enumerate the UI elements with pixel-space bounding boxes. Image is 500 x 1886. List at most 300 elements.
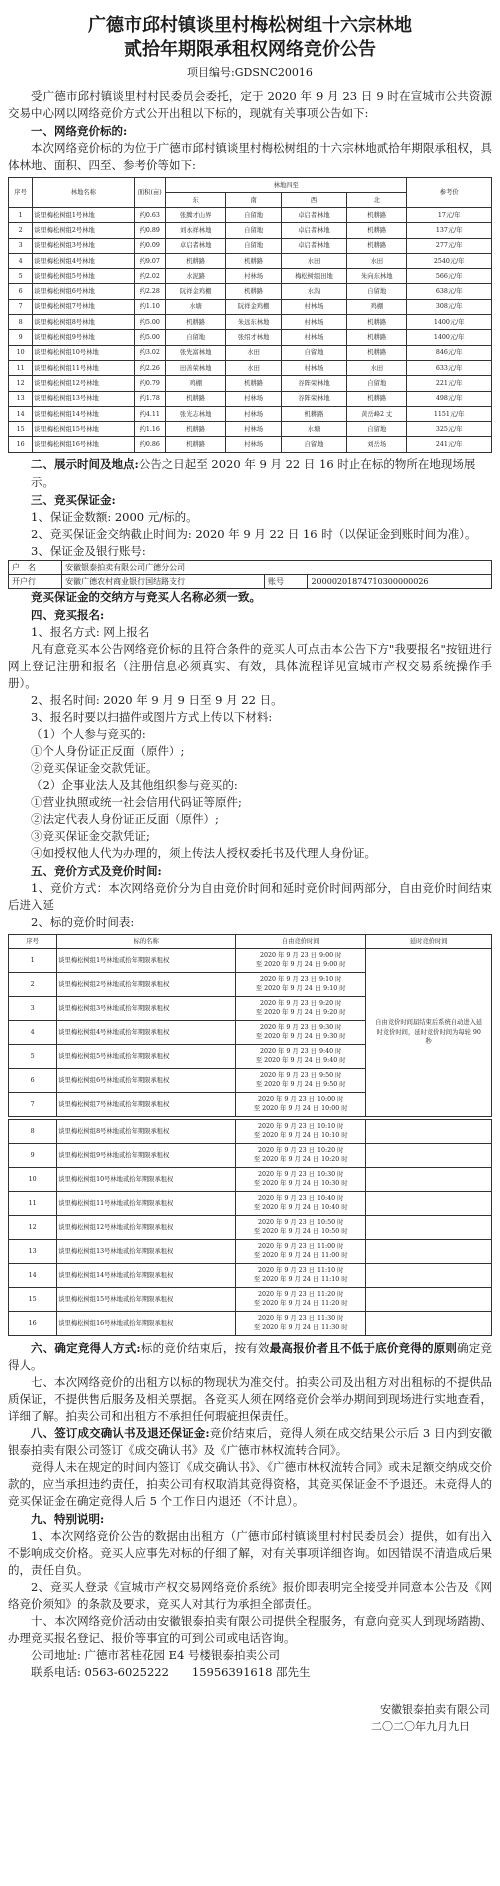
company-item-4: ④如授权他人代为办理的，须上传法人授权委托书及代理人身份证。 <box>31 845 376 860</box>
schedule-no: 10 <box>9 1167 57 1191</box>
schedule-no: 2 <box>9 972 57 996</box>
table-cell: 水田 <box>226 360 282 375</box>
schedule-no: 9 <box>9 1143 57 1167</box>
time-start: 2020 年 9 月 23 日 10:40 时 <box>258 1194 344 1202</box>
section-2 <box>8 455 492 491</box>
table-cell: 自留地 <box>347 376 407 391</box>
table-cell: 7 <box>9 299 33 314</box>
schedule-delay-empty <box>366 1119 492 1143</box>
header-south: 南 <box>226 193 282 208</box>
table-cell: 张光志林地 <box>165 406 225 421</box>
schedule-delay-empty <box>366 1143 492 1167</box>
schedule-header-delay: 延时竞价时间 <box>366 934 492 948</box>
account-number-label: 账号 <box>264 574 307 588</box>
table-cell: 4 <box>9 253 33 268</box>
table-cell: 约2.26 <box>134 360 165 375</box>
schedule-no: 6 <box>9 1068 57 1092</box>
schedule-name: 谈里梅松树组14号林地贰拾年期限承租权 <box>57 1263 236 1287</box>
schedule-free-time <box>236 1044 366 1068</box>
company-address: 公司地址: 广德市茗桂花园 E4 号楼银泰拍卖公司 <box>31 1647 281 1662</box>
title-line-2: 贰拾年期限承租权网络竞价公告 <box>124 39 376 60</box>
table-row <box>9 376 492 391</box>
forest-table-header <box>9 178 492 193</box>
table-cell: 16 <box>9 437 33 452</box>
time-start: 2020 年 9 月 23 日 9:30 时 <box>260 1023 342 1031</box>
table-cell: 3 <box>9 238 33 253</box>
time-end: 至 2020 年 9 月 24 日 11:00 时 <box>253 1252 348 1260</box>
time-start: 2020 年 9 月 23 日 9:50 时 <box>260 1071 342 1079</box>
signup-materials: 3、报名时要以扫描件或图片方式上传以下材料: <box>31 709 273 724</box>
company-phone: 联系电话: 0563-6025222 15956391618 邵先生 <box>31 1664 311 1679</box>
company-item-3: ③竞买保证金交款凭证; <box>31 828 150 843</box>
signup-method: 1、报名方式: 网上报名 <box>31 624 150 639</box>
table-cell: 谈里梅松树组12号林地 <box>33 376 134 391</box>
schedule-free-time <box>236 1239 366 1263</box>
table-cell: 黄岳峰2 丈 <box>347 406 407 421</box>
time-start: 2020 年 9 月 23 日 11:10 时 <box>258 1266 344 1274</box>
time-end: 至 2020 年 9 月 24 日 11:30 时 <box>253 1324 348 1332</box>
project-number: 项目编号:GDSNC20016 <box>187 66 313 79</box>
schedule-delay-empty <box>366 1263 492 1287</box>
schedule-free-time <box>236 1020 366 1044</box>
company-item-1: ①营业执照或统一社会信用代码证等原件; <box>31 794 242 809</box>
table-cell: 325元/年 <box>407 422 492 437</box>
table-cell: 241元/年 <box>407 437 492 452</box>
schedule-label: 2、标的竞价时间表: <box>31 914 135 929</box>
table-cell: 机耕路 <box>165 253 225 268</box>
table-cell: 约1.16 <box>134 422 165 437</box>
table-cell: 水田 <box>281 253 346 268</box>
time-start: 2020 年 9 月 23 日 10:00 时 <box>258 1095 344 1103</box>
table-row <box>9 391 492 406</box>
time-start: 2020 年 9 月 23 日 10:50 时 <box>258 1218 344 1226</box>
time-end: 至 2020 年 9 月 24 日 9:40 时 <box>255 1057 346 1065</box>
header-west: 西 <box>281 193 346 208</box>
table-cell: 谈里梅松树组4号林地 <box>33 253 134 268</box>
schedule-free-time <box>236 1215 366 1239</box>
table-cell: 田善荣林地 <box>165 360 225 375</box>
table-cell: 谈里梅松树组11号林地 <box>33 360 134 375</box>
schedule-no: 13 <box>9 1239 57 1263</box>
header-boundary: 林地四至 <box>165 178 406 193</box>
section-2-heading: 二、展示时间及地点: <box>31 456 139 471</box>
bank-row-name <box>9 560 492 574</box>
section-10-text: 十、本次网络竞价活动由安徽银泰拍卖有限公司提供全程服务，有意向竞买人到现场踏勘、办理竞买报名登记、报价等事宜的可到公司或电话咨询。 <box>8 1613 492 1645</box>
table-cell: 卓启者林地 <box>281 208 346 223</box>
bidding-method: 1、竞价方式：本次网络竞价分为自由竞价时间和延时竞价时间两部分，自由竞价时间结束后进入延 <box>8 880 492 912</box>
section-3-heading: 三、竞买保证金: <box>31 492 116 507</box>
bank-branch-value: 安徽广德农村商业银行国结路支行 <box>62 574 265 588</box>
section-8-text-1: 竞价结束后，竞得人须在成交结果公示后 3 日内到安徽银泰拍卖有限公司签订《成交确认书》及《广德市林权流转合同》。 <box>8 1425 493 1457</box>
time-end: 至 2020 年 9 月 24 日 9:00 时 <box>255 961 346 969</box>
schedule-delay-empty <box>366 1215 492 1239</box>
table-cell: 张先富林地 <box>165 345 225 360</box>
table-cell: 846元/年 <box>407 345 492 360</box>
schedule-row <box>9 1119 492 1143</box>
table-cell: 村林场 <box>226 269 282 284</box>
table-row <box>9 284 492 299</box>
table-cell: 水塘 <box>281 422 346 437</box>
table-cell: 村林场 <box>281 299 346 314</box>
signup-instructions: 凡有意竞买本公告网络竞价标的且符合条件的竞买人可点击本公告下方"我要报名"按钮进行网上登记注册和报名（注册信息必须真实、有效，具体流程详见宣城市产权交易系统操作手册）。 <box>8 641 492 690</box>
table-cell: 约9.07 <box>134 253 165 268</box>
table-cell: 633元/年 <box>407 360 492 375</box>
section-2-text: 公告之日起至 2020 年 9 月 22 日 16 时止在标的物所在地现场展示。 <box>31 456 476 489</box>
deposit-amount: 1、保证金数额: 2000 元/标的。 <box>31 509 198 524</box>
signature-date: 二〇二〇年九月九日 <box>371 1719 470 1733</box>
table-row <box>9 330 492 345</box>
schedule-row <box>9 1263 492 1287</box>
time-end: 至 2020 年 9 月 24 日 9:20 时 <box>255 1009 346 1017</box>
table-cell: 水田 <box>226 345 282 360</box>
table-cell: 谷阵荣林地 <box>281 391 346 406</box>
schedule-name: 谈里梅松树组15号林地贰拾年期限承租权 <box>57 1287 236 1311</box>
bidding-schedule-table <box>8 934 492 1336</box>
table-cell: 刘岳场 <box>347 437 407 452</box>
schedule-delay-empty <box>366 1311 492 1335</box>
table-row <box>9 360 492 375</box>
schedule-no: 5 <box>9 1044 57 1068</box>
table-cell: 村林场 <box>226 406 282 421</box>
table-cell: 11 <box>9 360 33 375</box>
schedule-free-time <box>236 1143 366 1167</box>
header-area: 面积(亩) <box>134 178 165 208</box>
announcement-document <box>8 0 492 1735</box>
table-cell: 221元/年 <box>407 376 492 391</box>
schedule-no: 8 <box>9 1119 57 1143</box>
time-end: 至 2020 年 9 月 24 日 11:10 时 <box>253 1276 348 1284</box>
company-item-2: ②法定代表人身份证正反面（原件）; <box>31 811 219 826</box>
table-cell: 308元/年 <box>407 299 492 314</box>
table-cell: 8 <box>9 315 33 330</box>
schedule-name: 谈里梅松树组7号林地贰拾年期限承租权 <box>57 1092 236 1116</box>
table-cell: 村林场 <box>281 315 346 330</box>
schedule-name: 谈里梅松树组2号林地贰拾年期限承租权 <box>57 972 236 996</box>
table-cell: 机耕路 <box>347 315 407 330</box>
schedule-no: 4 <box>9 1020 57 1044</box>
table-cell: 自留地 <box>165 330 225 345</box>
title-line-1: 广德市邱村镇谈里村梅松树组十六宗林地 <box>88 15 412 36</box>
table-cell: 机耕路 <box>347 238 407 253</box>
table-cell: 朱向东林地 <box>347 269 407 284</box>
schedule-no: 7 <box>9 1092 57 1116</box>
schedule-name: 谈里梅松树组13号林地贰拾年期限承租权 <box>57 1239 236 1263</box>
table-cell: 谈里梅松树组6号林地 <box>33 284 134 299</box>
table-cell: 638元/年 <box>407 284 492 299</box>
time-end: 至 2020 年 9 月 24 日 10:10 时 <box>253 1132 348 1140</box>
table-cell: 自留地 <box>347 284 407 299</box>
bank-branch-label: 开户行 <box>9 574 62 588</box>
table-cell: 1151元/年 <box>407 406 492 421</box>
section-6-text-3: 确定竞得人。 <box>8 1340 493 1372</box>
table-cell: 自留地 <box>226 238 282 253</box>
section-1-text: 本次网络竞价标的为位于广德市邱村镇谈里村梅松树组的十六宗林地贰拾年期限承租权，具体林地、面积、四至、参考价等如下: <box>8 141 492 172</box>
time-start: 2020 年 9 月 23 日 10:10 时 <box>258 1122 344 1130</box>
table-cell: 机耕路 <box>347 330 407 345</box>
table-cell: 约0.09 <box>134 238 165 253</box>
table-cell: 自留地 <box>281 345 346 360</box>
table-cell: 约0.63 <box>134 208 165 223</box>
table-row <box>9 238 492 253</box>
section-7-text: 七、本次网络竞价的出租方以标的物现状为准交付。拍卖公司及出租方对出租标的不提供品质保证，不提供售后服务及相关票据。各竞买人须在网络竞价会举办期间到现场进行实地查看，详细了解。拍卖公司和出租方不承担任何瑕疵担保责任。 <box>8 1374 492 1423</box>
schedule-delay-empty <box>366 1287 492 1311</box>
table-cell: 鸡棚 <box>165 376 225 391</box>
table-row <box>9 208 492 223</box>
table-cell: 水塘 <box>165 299 225 314</box>
table-cell: 刘永祥林地 <box>165 223 225 238</box>
table-cell: 谈里梅松树组5号林地 <box>33 269 134 284</box>
schedule-row <box>9 1215 492 1239</box>
table-cell: 鸡棚 <box>347 299 407 314</box>
signature-company: 安徽银泰拍卖有限公司 <box>380 1702 490 1716</box>
table-row <box>9 223 492 238</box>
table-cell: 10 <box>9 345 33 360</box>
time-end: 至 2020 年 9 月 24 日 9:50 时 <box>255 1081 346 1089</box>
schedule-row <box>9 1143 492 1167</box>
time-end: 至 2020 年 9 月 24 日 10:40 时 <box>253 1204 348 1212</box>
time-start: 2020 年 9 月 23 日 9:40 时 <box>260 1047 342 1055</box>
schedule-no: 14 <box>9 1263 57 1287</box>
header-north: 北 <box>347 193 407 208</box>
schedule-no: 12 <box>9 1215 57 1239</box>
time-start: 2020 年 9 月 23 日 9:10 时 <box>260 975 342 983</box>
section-8-heading: 八、签订成交确认书及退还保证金: <box>31 1425 210 1440</box>
table-cell: 约3.02 <box>134 345 165 360</box>
table-cell: 张腾才山界 <box>165 208 225 223</box>
table-cell: 机耕路 <box>165 391 225 406</box>
table-cell: 498元/年 <box>407 391 492 406</box>
schedule-free-time <box>236 1167 366 1191</box>
forest-land-table <box>8 177 492 453</box>
table-cell: 水田 <box>347 253 407 268</box>
schedule-free-time <box>236 996 366 1020</box>
table-cell: 12 <box>9 376 33 391</box>
time-end: 至 2020 年 9 月 24 日 10:00 时 <box>253 1105 348 1113</box>
time-start: 2020 年 9 月 23 日 10:30 时 <box>258 1170 344 1178</box>
table-cell: 机耕路 <box>226 253 282 268</box>
schedule-free-time <box>236 1311 366 1335</box>
table-cell: 阮祥金鸡棚 <box>165 284 225 299</box>
table-cell: 约2.28 <box>134 284 165 299</box>
table-cell: 朱远东林地 <box>226 315 282 330</box>
table-cell: 约5.00 <box>134 315 165 330</box>
time-end: 至 2020 年 9 月 24 日 10:50 时 <box>253 1228 348 1236</box>
table-cell: 村林场 <box>226 437 282 452</box>
table-cell: 约1.10 <box>134 299 165 314</box>
section-6 <box>8 1340 492 1374</box>
table-row <box>9 253 492 268</box>
section-9-heading: 九、特别说明: <box>31 1511 105 1526</box>
schedule-name: 谈里梅松树组6号林地贰拾年期限承租权 <box>57 1068 236 1092</box>
table-cell: 谈里梅松树组3号林地 <box>33 238 134 253</box>
table-cell: 机耕路 <box>347 223 407 238</box>
table-cell: 137元/年 <box>407 223 492 238</box>
section-8 <box>8 1425 492 1459</box>
table-cell: 谈里梅松树组10号林地 <box>33 345 134 360</box>
time-start: 2020 年 9 月 23 日 11:30 时 <box>258 1314 344 1322</box>
table-cell: 谈里梅松树组13号林地 <box>33 391 134 406</box>
time-end: 至 2020 年 9 月 24 日 10:20 时 <box>253 1156 348 1164</box>
table-cell: 机耕路 <box>347 391 407 406</box>
table-cell: 梅松树组田地 <box>281 269 346 284</box>
company-heading: （2）企事业法人及其他组织参与竞买的: <box>31 777 238 792</box>
bank-account-table <box>8 560 492 589</box>
table-cell: 机耕路 <box>165 315 225 330</box>
schedule-delay-empty <box>366 1239 492 1263</box>
schedule-free-time <box>236 1191 366 1215</box>
schedule-delay-note: 自由竞价时间届结束后系统自动进入延时竞价时间，延时竞价时间为每轮 90 秒 <box>366 948 492 1116</box>
table-cell: 约4.11 <box>134 406 165 421</box>
table-cell: 村林场 <box>226 391 282 406</box>
table-cell: 谈里梅松树组15号林地 <box>33 422 134 437</box>
schedule-row <box>9 1287 492 1311</box>
table-cell: 9 <box>9 330 33 345</box>
schedule-header-free: 自由竞价时间 <box>236 934 366 948</box>
table-row <box>9 315 492 330</box>
table-row <box>9 406 492 421</box>
table-cell: 约0.79 <box>134 376 165 391</box>
time-end: 至 2020 年 9 月 24 日 11:20 时 <box>253 1300 348 1308</box>
table-cell: 机耕路 <box>347 345 407 360</box>
time-start: 2020 年 9 月 23 日 9:00 时 <box>260 951 342 959</box>
table-cell: 约2.02 <box>134 269 165 284</box>
schedule-row <box>9 1311 492 1335</box>
signup-time: 2、报名时间: 2020 年 9 月 9 日至 9 月 22 日。 <box>31 692 283 707</box>
table-cell: 277元/年 <box>407 238 492 253</box>
special-note-1: 1、本次网络竞价公告的数据由出租方（广德市邱村镇谈里村村民委员会）提供，如有出入不影响成交价格。竞买人应事先对标的仔细了解，对有关事项详细咨询。如因错误不清造成后果的，责任自负。 <box>8 1528 492 1577</box>
deposit-warning: 竞买保证金的交纳方与竞买人名称必须一致。 <box>31 589 261 604</box>
schedule-name: 谈里梅松树组12号林地贰拾年期限承租权 <box>57 1215 236 1239</box>
table-cell: 卓启者林地 <box>165 238 225 253</box>
schedule-free-time <box>236 972 366 996</box>
schedule-header-no: 序号 <box>9 934 57 948</box>
deposit-deadline: 2、竞买保证金交纳截止时间为: 2020 年 9 月 22 日 16 时（以保证金到账时间为准）。 <box>31 526 477 541</box>
individual-item-2: ②竞买保证金交款凭证。 <box>31 760 158 775</box>
table-cell: 机耕路 <box>226 284 282 299</box>
table-cell: 谈里梅松树组2号林地 <box>33 223 134 238</box>
table-cell: 谈里梅松树组16号林地 <box>33 437 134 452</box>
section-8-text-2: 竞得人未在规定的时间内签订《成交确认书》、《广德市林权流转合同》或未足额交纳成交价款的，应当承担违约责任，拍卖公司有权取消其竞得资格，其竞买保证金不予退还。未竞得人的竞买保证金在确定竞得人后 5 个工作日内退还（不计息）。 <box>8 1459 492 1508</box>
section-1-heading: 一、网络竞价标的: <box>31 124 128 138</box>
table-cell: 自留地 <box>281 437 346 452</box>
schedule-free-time <box>236 1287 366 1311</box>
intro-paragraph: 受广德市邱村镇谈里村村民委员会委托，定于 2020 年 9 月 23 日 9 时在宣城市公共资源交易中心网以网络竞价方式公开出租以下标的，现就有关事项公告如下: <box>8 89 492 120</box>
table-cell: 张绍才林地 <box>226 330 282 345</box>
time-end: 至 2020 年 9 月 24 日 9:10 时 <box>255 985 346 993</box>
table-row <box>9 269 492 284</box>
table-cell: 17元/年 <box>407 208 492 223</box>
table-cell: 1400元/年 <box>407 330 492 345</box>
schedule-name: 谈里梅松树组11号林地贰拾年期限承租权 <box>57 1191 236 1215</box>
table-cell: 1 <box>9 208 33 223</box>
table-row <box>9 437 492 452</box>
header-name: 林地名称 <box>33 178 134 208</box>
table-cell: 5 <box>9 269 33 284</box>
section-6-text-2: 最高报价者且不低于底价竞得的原则 <box>269 1340 458 1355</box>
schedule-free-time <box>236 1068 366 1092</box>
schedule-name: 谈里梅松树组1号林地贰拾年期限承租权 <box>57 948 236 972</box>
schedule-no: 15 <box>9 1287 57 1311</box>
table-cell: 6 <box>9 284 33 299</box>
table-cell: 水泥路 <box>165 269 225 284</box>
time-start: 2020 年 9 月 23 日 10:20 时 <box>258 1146 344 1154</box>
table-cell: 机耕路 <box>165 437 225 452</box>
table-cell: 2 <box>9 223 33 238</box>
table-cell: 2540元/年 <box>407 253 492 268</box>
individual-item-1: ①个人身份证正反面（原件）; <box>31 743 185 758</box>
special-note-2: 2、竞买人登录《宣城市产权交易网络竞价系统》报价即表明完全接受并同意本公告及《网络竞价须知》的条款及要求，竞买人对其行为承担全部责任。 <box>8 1579 492 1611</box>
header-price: 参考价 <box>407 178 492 208</box>
table-cell: 卓启者林地 <box>281 223 346 238</box>
deposit-bank-label: 3、保证金及银行账号: <box>31 543 146 558</box>
time-start: 2020 年 9 月 23 日 11:00 时 <box>258 1242 344 1250</box>
schedule-name: 谈里梅松树组4号林地贰拾年期限承租权 <box>57 1020 236 1044</box>
section-5-heading: 五、竞价方式及竞价时间: <box>31 863 162 878</box>
table-cell: 卓启者林地 <box>281 238 346 253</box>
section-6-text-1: 标的竞价结束后，按有效 <box>140 1340 270 1355</box>
time-end: 至 2020 年 9 月 24 日 10:30 时 <box>253 1180 348 1188</box>
table-cell: 谈里梅松树组8号林地 <box>33 315 134 330</box>
schedule-header-name: 标的名称 <box>57 934 236 948</box>
table-cell: 约1.78 <box>134 391 165 406</box>
table-cell: 谈里梅松树组1号林地 <box>33 208 134 223</box>
table-cell: 566元/年 <box>407 269 492 284</box>
table-cell: 机耕路 <box>347 208 407 223</box>
schedule-no: 3 <box>9 996 57 1020</box>
individual-heading: （1）个人参与竞买的: <box>31 726 146 741</box>
table-cell: 水沟 <box>281 284 346 299</box>
table-cell: 自留地 <box>226 223 282 238</box>
schedule-no: 16 <box>9 1311 57 1335</box>
schedule-delay-empty <box>366 1191 492 1215</box>
table-cell: 13 <box>9 391 33 406</box>
schedule-no: 1 <box>9 948 57 972</box>
schedule-row <box>9 1191 492 1215</box>
account-name-value: 安徽银泰拍卖有限公司广德分公司 <box>62 560 492 574</box>
header-east: 东 <box>165 193 225 208</box>
section-6-heading: 六、确定竞得人方式: <box>31 1340 141 1355</box>
table-cell: 约0.89 <box>134 223 165 238</box>
table-cell: 约5.00 <box>134 330 165 345</box>
schedule-name: 谈里梅松树组10号林地贰拾年期限承租权 <box>57 1167 236 1191</box>
table-cell: 谈里梅松树组9号林地 <box>33 330 134 345</box>
schedule-name: 谈里梅松树组9号林地贰拾年期限承租权 <box>57 1143 236 1167</box>
table-cell: 阮祥金鸡棚 <box>226 299 282 314</box>
schedule-row <box>9 1239 492 1263</box>
table-cell: 村林场 <box>281 330 346 345</box>
schedule-name: 谈里梅松树组5号林地贰拾年期限承租权 <box>57 1044 236 1068</box>
schedule-free-time <box>236 1119 366 1143</box>
schedule-no: 11 <box>9 1191 57 1215</box>
account-number-value: 20000201874710300000026 <box>308 574 492 588</box>
table-row <box>9 299 492 314</box>
table-cell: 谈里梅松树组14号林地 <box>33 406 134 421</box>
time-start: 2020 年 9 月 23 日 11:20 时 <box>258 1290 344 1298</box>
table-cell: 谷阵荣林地 <box>281 376 346 391</box>
schedule-name: 谈里梅松树组3号林地贰拾年期限承租权 <box>57 996 236 1020</box>
table-cell: 自留地 <box>226 208 282 223</box>
bank-row-branch <box>9 574 492 588</box>
account-name-label: 户 名 <box>9 560 62 574</box>
schedule-row <box>9 948 492 972</box>
table-cell: 14 <box>9 406 33 421</box>
table-cell: 机耕路 <box>281 406 346 421</box>
schedule-header <box>9 934 492 948</box>
table-cell: 村林场 <box>281 360 346 375</box>
table-cell: 机耕路 <box>226 376 282 391</box>
schedule-name: 谈里梅松树组8号林地贰拾年期限承租权 <box>57 1119 236 1143</box>
schedule-free-time <box>236 1092 366 1116</box>
